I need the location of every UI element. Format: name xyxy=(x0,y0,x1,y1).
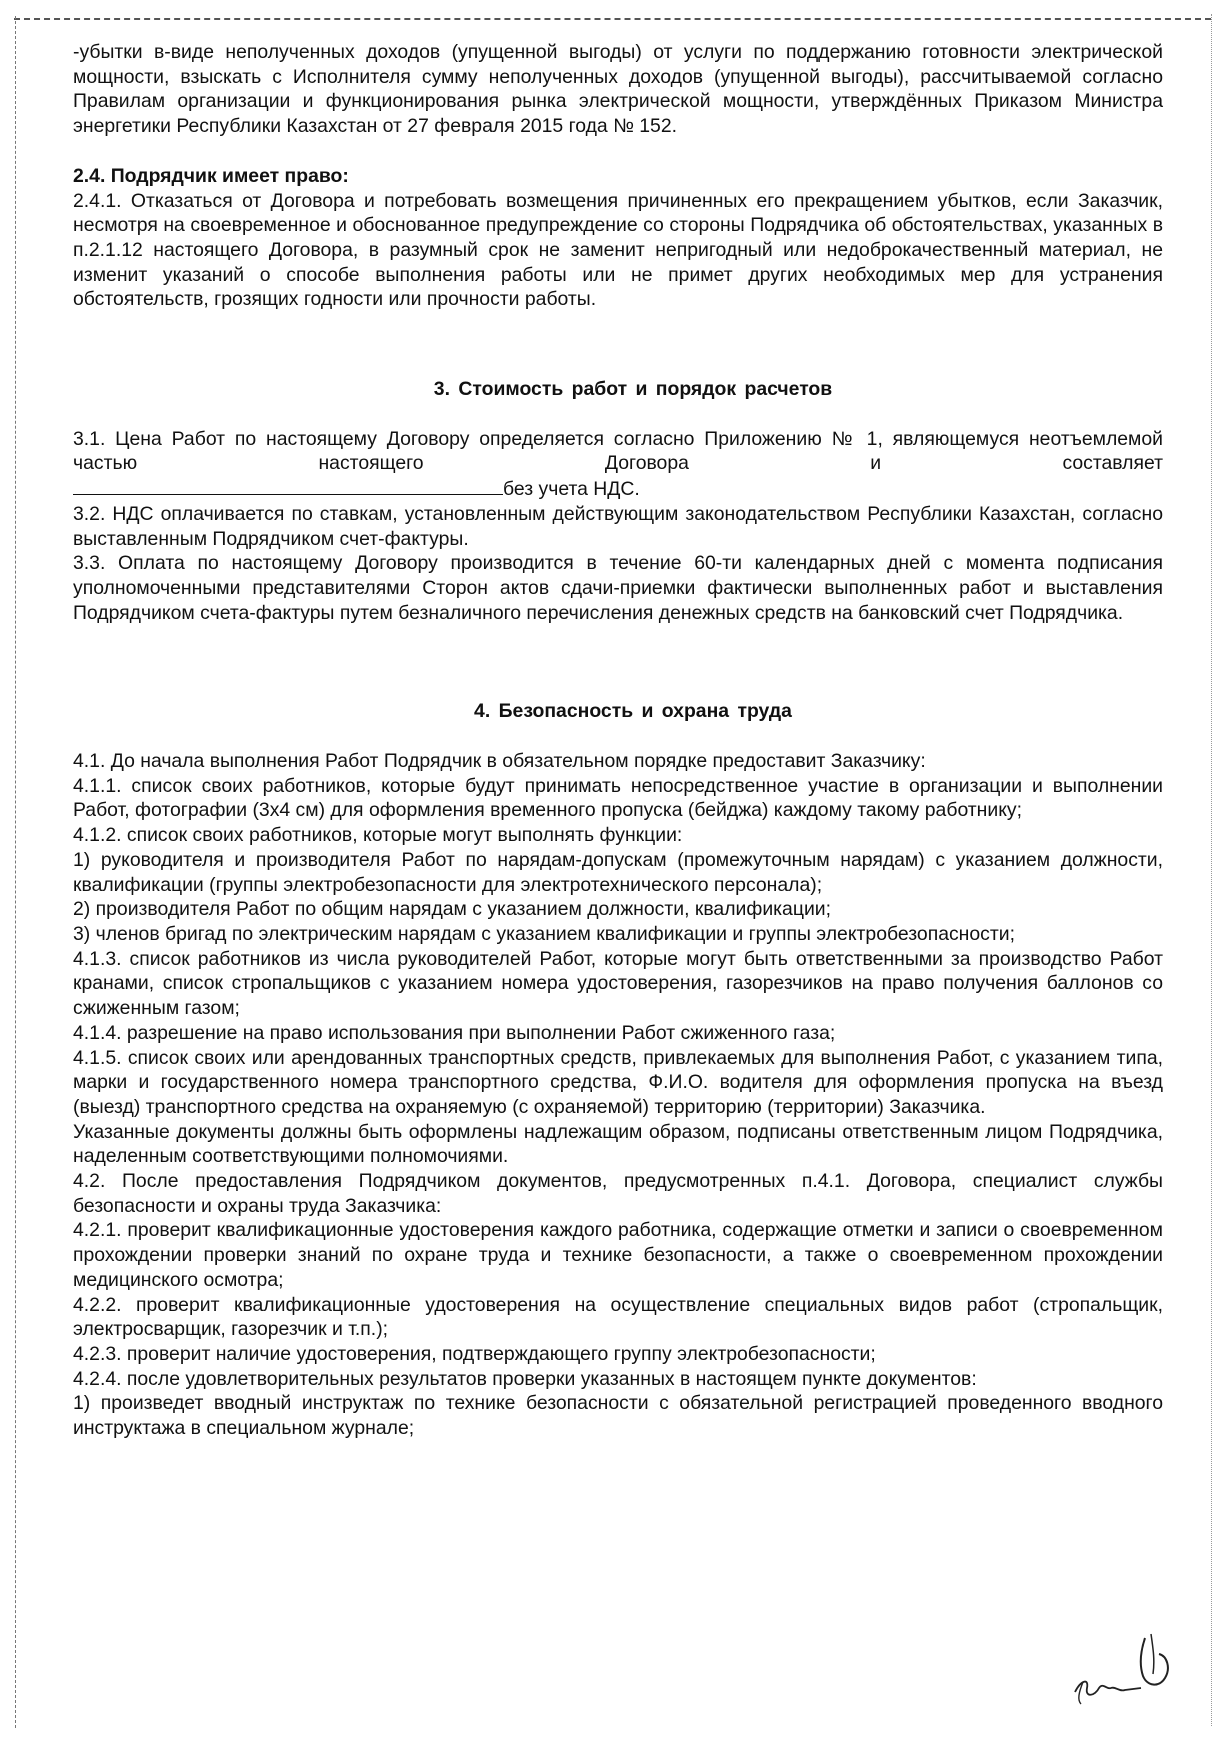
section-4-title: 4. Безопасность и охрана труда xyxy=(474,700,792,723)
clause-4-1-2: 4.1.2. список своих работников, которые могут выполнять функции: xyxy=(73,824,683,847)
clause-4-2-1: 4.2.1. проверит квалификационные удостоверения каждого работника, содержащие отметки и записи о своевременном прохождении проверки знаний по охране труда и технике безопасности, а также о своевременном прохождении медицинского осмотра; xyxy=(73,1219,1163,1291)
section-2-4-title: 2.4. Подрядчик имеет право: xyxy=(73,164,349,187)
right-margin-line xyxy=(1211,14,1212,1726)
clause-3-1 xyxy=(73,427,1163,476)
clause-4-2-3: 4.2.3. проверит наличие удостоверения, подтверждающего группу электробезопасности; xyxy=(73,1342,876,1365)
document-body xyxy=(73,40,1163,1441)
left-margin-line xyxy=(15,16,16,1728)
clause-4-1-3: 4.1.3. список работников из числа руководителей Работ, которые могут быть ответственными за производство Работ кранами, список стропальщиков с указанием номера удостоверения, газорезчиков на право получения баллонов со сжиженным газом; xyxy=(73,947,1163,1020)
section-3-title: 3. Стоимость работ и порядок расчетов xyxy=(433,378,833,401)
clause-4-1-5: 4.1.5. список своих или арендованных транспортных средств, привлекаемых для выполнения Работ, с указанием типа, марки и государственного номера транспортного средства, Ф.И.О. водителя для оформления пропуска на въезд (выезд) транспортного средства на охраняемую (с охраняемой) территорию (территории) Заказчика. xyxy=(73,1046,1163,1118)
clause-4-2-4-item-1: 1) произведет вводный инструктаж по технике безопасности с обязательной регистрацией проведенного вводного инструктажа в специальном журнале; xyxy=(73,1392,1163,1440)
clause-4-1-2-item-3: 3) членов бригад по электрическим нарядам с указанием квалификации и группы электробезопасности; xyxy=(73,922,1015,945)
clause-4-1-2-item-1: 1) руководителя и производителя Работ по нарядам-допускам (промежуточным нарядам) с указанием должности, квалификации (группы электробезопасности для электротехнического персонала); xyxy=(73,848,1163,896)
clause-3-1-tail: без учета НДС. xyxy=(503,478,640,501)
clause-3-2: 3.2. НДС оплачивается по ставкам, установленным действующим законодательством Республики Казахстан, согласно выставленным Подрядчиком счет-фактуры. xyxy=(73,502,1163,550)
clause-4-2-2: 4.2.2. проверит квалификационные удостоверения на осуществление специальных видов работ (стропальщик, электросварщик, газорезчик и т.п.); xyxy=(73,1293,1163,1341)
clause-2-4-1: 2.4.1. Отказаться от Договора и потребовать возмещения причиненных его прекращением убытков, если Заказчик, несмотря на своевременное и обоснованное предупреждение со стороны Подрядчика об обстоятельствах, указанных в п.2.1.12 настоящего Договора, в разумный срок не заменит непригодный или недоброкачественный материал, не изменит указаний о способе выполнения работы или не примет других необходимых мер для устранения обстоятельств, грозящих годности или прочности работы. xyxy=(73,189,1163,311)
paragraph-intro: -убытки в-виде неполученных доходов (упущенной выгоды) от услуги по поддержанию готовности электрической мощности, взыскать с Исполнителя сумму неполученных доходов (упущенной выгоды), рассчитываемой согласно Правилам организации и функционирования рынка электрической мощности, утверждённых Приказом Министра энергетики Республики Казахстан от 27 февраля 2015 года № 152. xyxy=(73,41,1163,138)
clause-4-1-4: 4.1.4. разрешение на право использования при выполнении Работ сжиженного газа; xyxy=(73,1021,836,1044)
clause-4-2-4: 4.2.4. после удовлетворительных результатов проверки указанных в настоящем пункте документов: xyxy=(73,1367,977,1390)
documents-note: Указанные документы должны быть оформлены надлежащим образом, подписаны ответственным лицом Подрядчика, наделенным соответствующими полномочиями. xyxy=(73,1120,1163,1168)
clause-4-1: 4.1. До начала выполнения Работ Подрядчик в обязательном порядке предоставит Заказчику: xyxy=(73,750,926,773)
clause-3-3: 3.3. Оплата по настоящему Договору производится в течение 60-ти календарных дней с момента подписания уполномоченными представителями Сторон актов сдачи-приемки фактически выполненных работ и выставления Подрядчиком счета-фактуры путем безналичного перечисления денежных средств на банковский счет Подрядчика. xyxy=(73,552,1163,624)
top-border-line xyxy=(14,18,1211,20)
clause-4-1-1: 4.1.1. список своих работников, которые будут принимать непосредственное участие в организации и выполнении Работ, фотографии (3х4 см) для оформления временного пропуска (бейджа) каждому такому работнику; xyxy=(73,774,1163,822)
clause-4-1-2-item-2: 2) производителя Работ по общим нарядам с указанием должности, квалификации; xyxy=(73,898,831,921)
amount-blank-field xyxy=(73,476,503,495)
handwritten-signature xyxy=(1055,1630,1185,1710)
clause-3-1-text: 3.1. Цена Работ по настоящему Договору определяется согласно Приложению № 1, являющемуся неотъемлемой частью настоящего Договора и составляет xyxy=(73,427,1163,475)
clause-3-1-amount-line xyxy=(73,476,1163,502)
clause-4-2: 4.2. После предоставления Подрядчиком документов, предусмотренных п.4.1. Договора, специалист службы безопасности и охраны труда Заказчика: xyxy=(73,1170,1163,1217)
